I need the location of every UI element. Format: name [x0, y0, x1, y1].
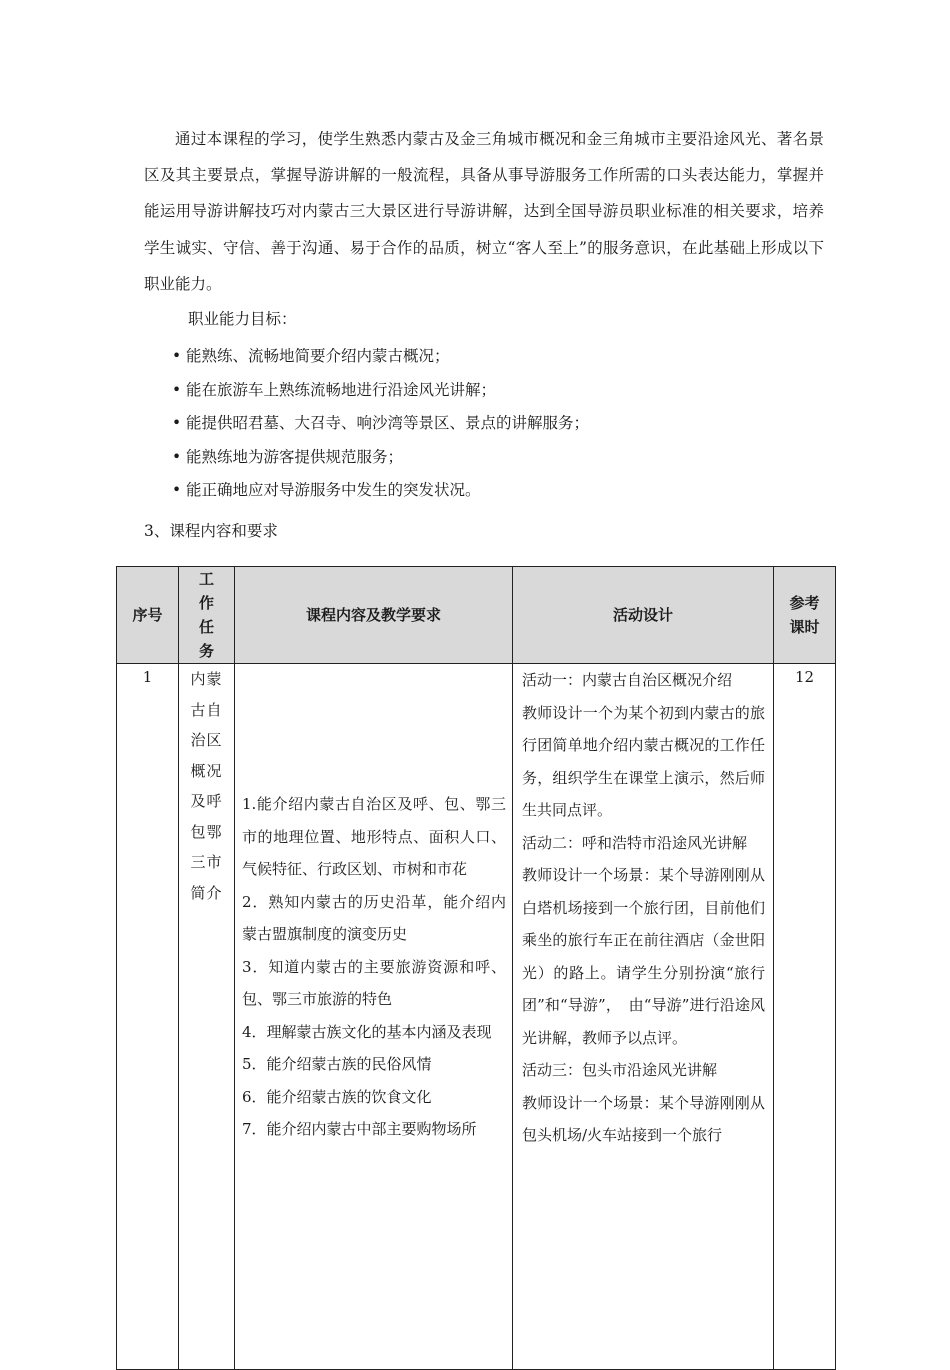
- content-item: 5．能介绍蒙古族的民俗风情: [242, 1055, 432, 1073]
- goal-text: 能在旅游车上熟练流畅地进行沿途风光讲解；: [186, 380, 497, 399]
- activity-title: 活动三：包头市沿途风光讲解: [522, 1061, 718, 1079]
- content-item: 4．理解蒙古族文化的基本内涵及表现: [242, 1022, 492, 1041]
- list-item: [172, 374, 589, 408]
- goal-text: 能熟练地为游客提供规范服务；: [186, 447, 404, 466]
- activity-title: 活动二：呼和浩特市沿途风光讲解: [522, 833, 748, 852]
- cell-task: 内蒙古自治区概况及呼包鄂三市简介: [179, 664, 235, 1370]
- cell-content: [235, 664, 513, 1370]
- list-item: [172, 340, 589, 374]
- activity-text: 教师设计一个场景：某个导游刚刚从包头机场/火车站接到一个旅行: [522, 1093, 765, 1144]
- content-item: 2．熟知内蒙古的历史沿革，能介绍内蒙古盟旗制度的演变历史: [242, 892, 506, 943]
- intro-paragraph: 通过本课程的学习，使学生熟悉内蒙古及金三角城市概况和金三角城市主要沿途风光、著名景区及其主要景点，掌握导游讲解的一般流程，具备从事导游服务工作所需的口头表达能力，掌握并能运用导游讲解技巧对内蒙古三大景区进行导游讲解，达到全国导游员职业标准的相关要求，培养学生诚实、守信、善于沟通、易于合作的品质，树立“客人至上”的服务意识，在此基础上形成以下职业能力。: [144, 130, 824, 293]
- header-task: 工作任务: [179, 567, 235, 664]
- cell-no: 1: [117, 664, 179, 1370]
- header-content: 课程内容及教学要求: [235, 567, 513, 664]
- content-item: 7．能介绍内蒙古中部主要购物场所: [242, 1120, 477, 1138]
- activity-text: 教师设计一个为某个初到内蒙古的旅行团简单地介绍内蒙古概况的工作任务，组织学生在课堂上演示，然后师生共同点评。: [522, 703, 765, 819]
- intro-section: [144, 121, 824, 302]
- bullet-icon: •: [172, 347, 182, 365]
- cell-hours: 12: [774, 664, 836, 1370]
- table-header-row: [117, 567, 836, 664]
- list-item: [172, 441, 589, 475]
- header-activity: 活动设计: [513, 567, 774, 664]
- list-item: [172, 474, 589, 508]
- cell-activity: [513, 664, 774, 1370]
- goal-text: 能提供昭君墓、大召寺、响沙湾等景区、景点的讲解服务；: [186, 414, 590, 432]
- header-hours: 参考课时: [774, 567, 836, 664]
- content-item: 3．知道内蒙古的主要旅游资源和呼、包、鄂三市旅游的特色: [242, 957, 506, 1008]
- bullet-icon: •: [172, 481, 182, 499]
- goal-text: 能正确地应对导游服务中发生的突发状况。: [186, 481, 481, 499]
- bullet-icon: •: [172, 380, 182, 399]
- content-item: 6．能介绍蒙古族的饮食文化: [242, 1087, 432, 1106]
- bullet-icon: •: [172, 447, 182, 466]
- section-title: 3、课程内容和要求: [144, 522, 278, 540]
- bullet-icon: •: [172, 414, 182, 432]
- content-item: 1.能介绍内蒙古自治区及呼、包、鄂三市的地理位置、地形特点、面积人口、气候特征、行政区划、市树和市花: [242, 795, 506, 878]
- activity-title: 活动一：内蒙古自治区概况介绍: [522, 671, 733, 689]
- list-item: [172, 407, 589, 441]
- goal-text: 能熟练、流畅地简要介绍内蒙古概况；: [186, 347, 450, 365]
- activity-text: 教师设计一个场景：某个导游刚刚从白塔机场接到一个旅行团，目前他们乘坐的旅行车正在前往酒店（金世阳光）的路上。请学生分别扮演“旅行团”和“导游”， 由“导游”进行沿途风光讲解，教师予以点评。: [522, 866, 765, 1047]
- course-content-table: [116, 566, 836, 1370]
- header-no: 序号: [117, 567, 179, 664]
- table-row: [117, 664, 836, 1370]
- goals-title: 职业能力目标：: [188, 310, 297, 328]
- goals-list: [172, 340, 589, 508]
